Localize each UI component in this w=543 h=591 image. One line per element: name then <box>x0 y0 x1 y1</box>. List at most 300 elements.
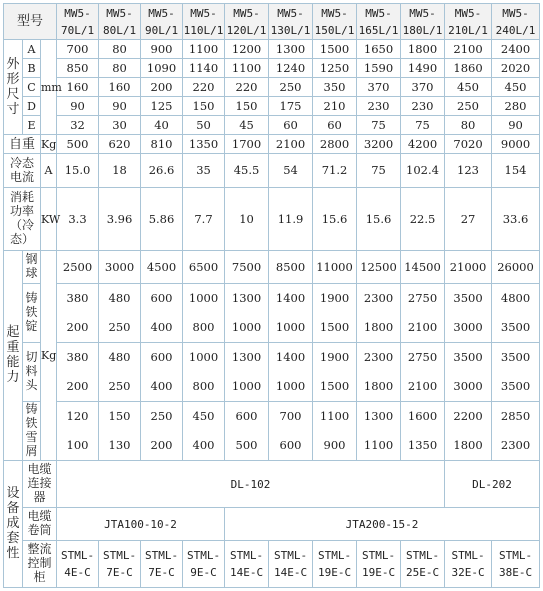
dimension-value: 80 <box>445 116 492 135</box>
lifting-value: 7500 <box>225 251 269 284</box>
lifting-value <box>401 284 445 343</box>
dimension-value: 1090 <box>141 59 183 78</box>
lifting-value-pair <box>141 290 182 336</box>
dimension-value: 250 <box>445 97 492 116</box>
dimension-value: 90 <box>492 116 540 135</box>
dimension-value: 850 <box>57 59 99 78</box>
rectifier-value: STML-32E-C <box>445 541 492 588</box>
current-value: 102.4 <box>401 154 445 188</box>
lifting-value: 8500 <box>269 251 313 284</box>
weight-value: 4200 <box>401 135 445 154</box>
dimension-value: 2100 <box>445 40 492 59</box>
dimension-value: 90 <box>99 97 141 116</box>
dimension-value: 700 <box>57 40 99 59</box>
lifting-value-pair <box>269 408 312 454</box>
lifting-value-line: 600 <box>150 350 173 364</box>
weight-unit: Kg <box>41 135 57 154</box>
current-label <box>4 154 41 188</box>
dimension-letter: D <box>23 97 41 116</box>
lifting-value-line: 480 <box>108 291 131 305</box>
dimension-letter: B <box>23 59 41 78</box>
dimension-value: 1300 <box>269 40 313 59</box>
lifting-value: 2500 <box>57 251 99 284</box>
rectifier-value: STML-7E-C <box>99 541 141 588</box>
power-value: 22.5 <box>401 188 445 251</box>
dimension-letter: E <box>23 116 41 135</box>
lifting-value <box>401 343 445 402</box>
lifting-value-line: 1000 <box>188 291 219 305</box>
dimension-value: 200 <box>141 78 183 97</box>
lifting-value-line: 2850 <box>500 409 531 423</box>
dimension-value: 280 <box>492 97 540 116</box>
reel-label <box>23 508 57 541</box>
lifting-value-line: 4800 <box>500 291 531 305</box>
dimension-value: 60 <box>313 116 357 135</box>
lifting-value <box>225 284 269 343</box>
weight-value: 3200 <box>357 135 401 154</box>
lifting-value-pair <box>225 349 268 395</box>
weight-value: 7020 <box>445 135 492 154</box>
lifting-value <box>492 284 540 343</box>
current-value: 71.2 <box>313 154 357 188</box>
lifting-material <box>23 343 41 402</box>
dimension-value: 450 <box>492 78 540 97</box>
model-header: MW5-110L/1 <box>183 4 225 40</box>
dimension-value: 1500 <box>313 40 357 59</box>
model-header: MW5-80L/1 <box>99 4 141 40</box>
vertical-label: 电缆卷筒 <box>27 509 52 537</box>
lifting-value-line: 700 <box>279 409 302 423</box>
lifting-value <box>445 402 492 461</box>
lifting-value-line: 1900 <box>319 350 350 364</box>
equipment-label <box>4 461 23 588</box>
lifting-value-pair <box>445 408 491 454</box>
dimension-value: 45 <box>225 116 269 135</box>
power-value: 33.6 <box>492 188 540 251</box>
dimension-value: 150 <box>225 97 269 116</box>
lifting-value-pair <box>357 349 400 395</box>
lifting-value <box>357 402 401 461</box>
weight-value: 500 <box>57 135 99 154</box>
lifting-value-pair <box>445 349 491 395</box>
model-header: MW5-70L/1 <box>57 4 99 40</box>
lifting-value-line: 250 <box>108 379 131 393</box>
vertical-label: 铸铁雪屑 <box>25 402 38 458</box>
lifting-value-line: 250 <box>108 320 131 334</box>
model-header: MW5-120L/1 <box>225 4 269 40</box>
dimension-value: 230 <box>357 97 401 116</box>
lifting-value-pair <box>313 349 356 395</box>
lifting-value-line: 2750 <box>407 350 438 364</box>
vertical-label: 起重能力 <box>6 325 20 385</box>
dimension-value: 30 <box>99 116 141 135</box>
table-row <box>4 135 540 154</box>
rectifier-value: STML-4E-C <box>57 541 99 588</box>
lifting-value <box>183 402 225 461</box>
lifting-value <box>357 284 401 343</box>
dimension-letter: A <box>23 40 41 59</box>
lifting-value-line: 400 <box>150 320 173 334</box>
lifting-value-line: 130 <box>108 438 131 452</box>
lifting-value <box>445 284 492 343</box>
lifting-value-line: 200 <box>150 438 173 452</box>
lifting-value-line: 2100 <box>407 379 438 393</box>
lifting-value-line: 3000 <box>453 320 483 334</box>
lifting-value-line: 900 <box>323 438 346 452</box>
connector-label <box>23 461 57 508</box>
lifting-value <box>99 284 141 343</box>
lifting-value-line: 1300 <box>231 350 262 364</box>
lifting-value <box>269 343 313 402</box>
lifting-value-line: 1000 <box>275 379 306 393</box>
weight-value: 1350 <box>183 135 225 154</box>
table-row <box>4 154 540 188</box>
table-row <box>4 343 540 402</box>
dimension-value: 1140 <box>183 59 225 78</box>
dimension-value: 210 <box>313 97 357 116</box>
lifting-value: 26000 <box>492 251 540 284</box>
vertical-label: 冷态电流 <box>9 155 34 184</box>
lifting-value-line: 400 <box>192 438 215 452</box>
rectifier-label <box>23 541 57 588</box>
lifting-value-line: 600 <box>279 438 302 452</box>
lifting-value-line: 1600 <box>407 409 438 423</box>
lifting-value-line: 150 <box>108 409 131 423</box>
dimension-value: 1200 <box>225 40 269 59</box>
lifting-value <box>141 402 183 461</box>
lifting-value-line: 500 <box>235 438 258 452</box>
dimension-value: 2400 <box>492 40 540 59</box>
lifting-value <box>357 343 401 402</box>
table-row <box>4 4 540 40</box>
dimension-letter: C <box>23 78 41 97</box>
connector-value: DL-202 <box>445 461 540 508</box>
model-header: MW5-130L/1 <box>269 4 313 40</box>
lifting-value-pair <box>183 349 224 395</box>
weight-value: 1700 <box>225 135 269 154</box>
dimension-value: 40 <box>141 116 183 135</box>
lifting-value: 3000 <box>99 251 141 284</box>
weight-value: 810 <box>141 135 183 154</box>
dimension-value: 2020 <box>492 59 540 78</box>
connector-value: DL-102 <box>57 461 445 508</box>
dimension-value: 60 <box>269 116 313 135</box>
lifting-value-line: 200 <box>66 320 89 334</box>
table-row <box>4 508 540 541</box>
lifting-value <box>99 343 141 402</box>
power-value: 27 <box>445 188 492 251</box>
dimension-value: 75 <box>357 116 401 135</box>
model-header: MW5-150L/1 <box>313 4 357 40</box>
lifting-value: 12500 <box>357 251 401 284</box>
lifting-value-line: 2200 <box>453 409 483 423</box>
lifting-value-line: 600 <box>150 291 173 305</box>
lifting-value-pair <box>313 290 356 336</box>
lifting-value-pair <box>269 290 312 336</box>
lifting-value-line: 3500 <box>500 350 531 364</box>
lifting-value-line: 1100 <box>363 438 394 452</box>
lifting-value: 14500 <box>401 251 445 284</box>
table-row <box>4 116 540 135</box>
vertical-label: 整流控制柜 <box>27 542 52 584</box>
lifting-value-line: 1000 <box>188 350 219 364</box>
lifting-unit: Kg <box>41 251 57 461</box>
rectifier-value: STML-7E-C <box>141 541 183 588</box>
lifting-value-line: 1500 <box>319 379 350 393</box>
lifting-value-pair <box>492 290 539 336</box>
dimension-value: 125 <box>141 97 183 116</box>
lifting-value-pair <box>357 290 400 336</box>
lifting-value-line: 2300 <box>500 438 531 452</box>
lifting-value <box>313 343 357 402</box>
rectifier-value: STML-25E-C <box>401 541 445 588</box>
power-value: 5.86 <box>141 188 183 251</box>
lifting-value-pair <box>313 408 356 454</box>
lifting-value <box>183 343 225 402</box>
lifting-value-line: 400 <box>150 379 173 393</box>
model-header: MW5-165L/1 <box>357 4 401 40</box>
lifting-value-line: 3500 <box>500 320 531 334</box>
current-value: 75 <box>357 154 401 188</box>
lifting-value-line: 480 <box>108 350 131 364</box>
reel-value: JTA200-15-2 <box>225 508 540 541</box>
power-value: 7.7 <box>183 188 225 251</box>
dimension-value: 220 <box>225 78 269 97</box>
lifting-value-line: 1400 <box>275 350 306 364</box>
dimension-value: 50 <box>183 116 225 135</box>
table-row <box>4 461 540 508</box>
lifting-value-pair <box>401 290 444 336</box>
lifting-value-line: 600 <box>235 409 258 423</box>
lifting-value <box>269 284 313 343</box>
model-header: MW5-180L/1 <box>401 4 445 40</box>
spec-sheet <box>3 3 539 588</box>
dimension-value: 1250 <box>313 59 357 78</box>
lifting-value-pair <box>183 290 224 336</box>
power-value: 3.96 <box>99 188 141 251</box>
rectifier-value: STML-38E-C <box>492 541 540 588</box>
spec-table <box>3 3 540 588</box>
dimension-value: 75 <box>401 116 445 135</box>
reel-value: JTA100-10-2 <box>57 508 225 541</box>
vertical-label: 设备成套性 <box>6 486 20 561</box>
vertical-label: 外形尺寸 <box>6 56 20 117</box>
vertical-label: 切料头 <box>25 350 38 392</box>
lifting-value-pair <box>269 349 312 395</box>
lifting-value-line: 1300 <box>231 291 262 305</box>
lifting-value-line: 3500 <box>453 350 483 364</box>
lifting-value <box>445 343 492 402</box>
power-value: 11.9 <box>269 188 313 251</box>
dimension-value: 1800 <box>401 40 445 59</box>
lifting-value-pair <box>141 349 182 395</box>
lifting-value <box>492 402 540 461</box>
lifting-value <box>57 343 99 402</box>
dimension-value: 350 <box>313 78 357 97</box>
lifting-value-pair <box>445 290 491 336</box>
lifting-value-line: 2300 <box>363 350 394 364</box>
vertical-label: 消耗功率（冷态） <box>9 190 34 246</box>
lifting-value <box>183 284 225 343</box>
lifting-value-line: 380 <box>66 291 89 305</box>
power-value: 15.6 <box>357 188 401 251</box>
table-row <box>4 40 540 59</box>
lifting-label <box>4 251 23 461</box>
dimension-value: 1590 <box>357 59 401 78</box>
lifting-value-line: 1000 <box>275 320 306 334</box>
vertical-label: 铸铁锭 <box>25 291 38 333</box>
power-unit: KW <box>41 188 57 251</box>
dimension-value: 1100 <box>183 40 225 59</box>
lifting-value-line: 200 <box>66 379 89 393</box>
weight-value: 620 <box>99 135 141 154</box>
dimension-value: 80 <box>99 40 141 59</box>
current-value: 15.0 <box>57 154 99 188</box>
dimension-value: 32 <box>57 116 99 135</box>
lifting-value-line: 1000 <box>231 379 262 393</box>
lifting-value <box>269 402 313 461</box>
dimensions-unit: mm <box>41 40 57 135</box>
lifting-value-pair <box>401 349 444 395</box>
current-value: 18 <box>99 154 141 188</box>
rectifier-value: STML-19E-C <box>357 541 401 588</box>
lifting-material <box>23 402 41 461</box>
dimensions-label <box>4 40 23 135</box>
lifting-value-line: 1000 <box>231 320 262 334</box>
model-header: MW5-210L/1 <box>445 4 492 40</box>
table-row <box>4 284 540 343</box>
power-value: 15.6 <box>313 188 357 251</box>
weight-value: 2100 <box>269 135 313 154</box>
dimension-value: 1100 <box>225 59 269 78</box>
lifting-value-line: 100 <box>66 438 89 452</box>
current-unit: A <box>41 154 57 188</box>
lifting-value <box>141 284 183 343</box>
lifting-value <box>401 402 445 461</box>
lifting-value-line: 2300 <box>363 291 394 305</box>
table-row <box>4 78 540 97</box>
lifting-value-line: 1800 <box>363 320 394 334</box>
current-value: 35 <box>183 154 225 188</box>
lifting-value-pair <box>183 408 224 454</box>
dimension-value: 450 <box>445 78 492 97</box>
lifting-value-line: 120 <box>66 409 89 423</box>
table-row <box>4 251 540 284</box>
dimension-value: 1860 <box>445 59 492 78</box>
lifting-value-pair <box>225 290 268 336</box>
dimension-value: 370 <box>357 78 401 97</box>
table-row <box>4 402 540 461</box>
power-value: 3.3 <box>57 188 99 251</box>
rectifier-value: STML-14E-C <box>269 541 313 588</box>
lifting-value: 11000 <box>313 251 357 284</box>
dimension-value: 1240 <box>269 59 313 78</box>
lifting-value-pair <box>401 408 444 454</box>
lifting-value-line: 1800 <box>453 438 483 452</box>
lifting-value-line: 1300 <box>363 409 394 423</box>
power-label <box>4 188 41 251</box>
rectifier-value: STML-9E-C <box>183 541 225 588</box>
lifting-value-pair <box>357 408 400 454</box>
weight-value: 9000 <box>492 135 540 154</box>
lifting-value-line: 1800 <box>363 379 394 393</box>
lifting-value-pair <box>99 408 140 454</box>
lifting-value-pair <box>141 408 182 454</box>
lifting-value-line: 800 <box>192 379 215 393</box>
lifting-value-pair <box>57 408 98 454</box>
current-value: 154 <box>492 154 540 188</box>
table-row <box>4 541 540 588</box>
lifting-value-pair <box>225 408 268 454</box>
lifting-value-line: 1900 <box>319 291 350 305</box>
lifting-value-line: 380 <box>66 350 89 364</box>
current-value: 45.5 <box>225 154 269 188</box>
lifting-value-line: 2100 <box>407 320 438 334</box>
power-value: 10 <box>225 188 269 251</box>
lifting-value: 4500 <box>141 251 183 284</box>
dimension-value: 80 <box>99 59 141 78</box>
dimension-value: 1490 <box>401 59 445 78</box>
model-header: MW5-90L/1 <box>141 4 183 40</box>
lifting-value-line: 1400 <box>275 291 306 305</box>
dimension-value: 370 <box>401 78 445 97</box>
lifting-value <box>57 402 99 461</box>
dimension-value: 220 <box>183 78 225 97</box>
lifting-value-pair <box>99 349 140 395</box>
dimension-value: 230 <box>401 97 445 116</box>
lifting-value <box>225 343 269 402</box>
dimension-value: 175 <box>269 97 313 116</box>
lifting-value <box>141 343 183 402</box>
dimension-value: 160 <box>99 78 141 97</box>
table-row <box>4 59 540 78</box>
dimension-value: 160 <box>57 78 99 97</box>
model-header: MW5-240L/1 <box>492 4 540 40</box>
table-row <box>4 188 540 251</box>
rectifier-value: STML-19E-C <box>313 541 357 588</box>
lifting-value-line: 1350 <box>407 438 438 452</box>
weight-label: 自重 <box>4 135 41 154</box>
lifting-value <box>57 284 99 343</box>
dimension-value: 1650 <box>357 40 401 59</box>
lifting-value: 6500 <box>183 251 225 284</box>
lifting-value-pair <box>99 290 140 336</box>
current-value: 123 <box>445 154 492 188</box>
dimension-value: 250 <box>269 78 313 97</box>
lifting-material <box>23 251 41 284</box>
lifting-value-line: 800 <box>192 320 215 334</box>
current-value: 54 <box>269 154 313 188</box>
dimension-value: 150 <box>183 97 225 116</box>
lifting-value-line: 450 <box>192 409 215 423</box>
lifting-value-pair <box>492 408 539 454</box>
lifting-value <box>313 402 357 461</box>
weight-value: 2800 <box>313 135 357 154</box>
lifting-value-line: 3500 <box>500 379 531 393</box>
table-row <box>4 97 540 116</box>
lifting-value-line: 3500 <box>453 291 483 305</box>
dimension-value: 900 <box>141 40 183 59</box>
lifting-value <box>492 343 540 402</box>
vertical-label: 电缆连接器 <box>27 462 52 504</box>
lifting-value <box>225 402 269 461</box>
rectifier-value: STML-14E-C <box>225 541 269 588</box>
lifting-value-line: 2750 <box>407 291 438 305</box>
lifting-value-line: 3000 <box>453 379 483 393</box>
lifting-value-line: 1100 <box>319 409 350 423</box>
header-label: 型号 <box>4 4 57 40</box>
current-value: 26.6 <box>141 154 183 188</box>
